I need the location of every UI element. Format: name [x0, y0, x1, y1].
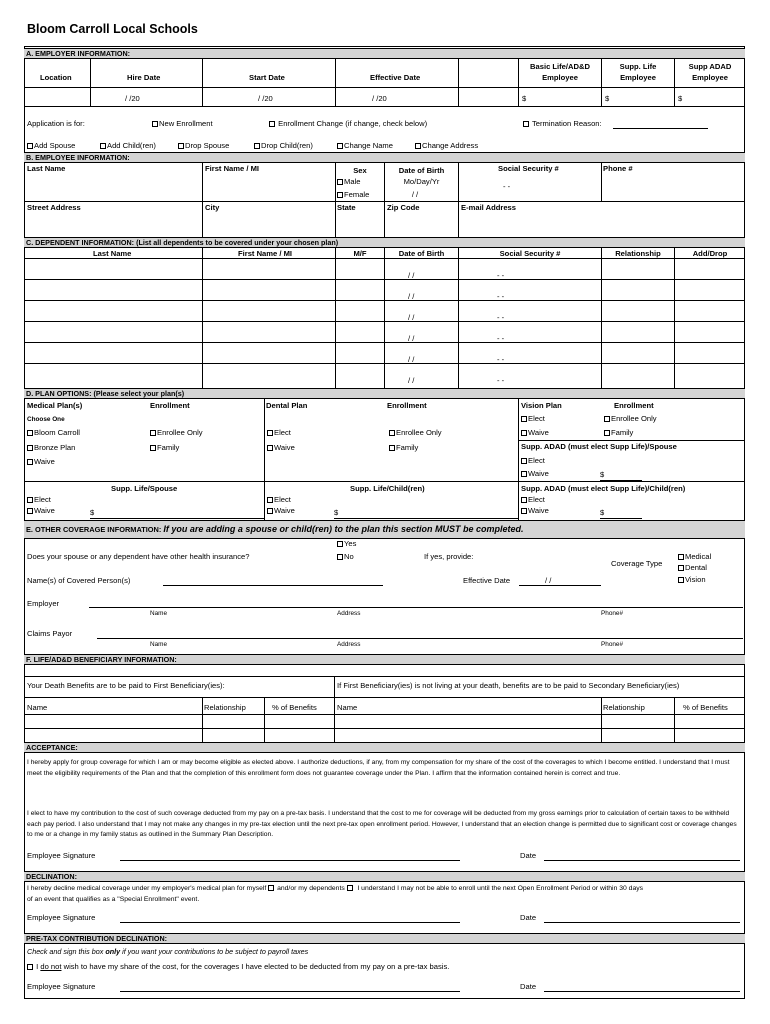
opt-adad-spouse-waive[interactable]: Waive: [521, 470, 549, 478]
pretax-decline-option[interactable]: I do not wish to have my share of the cost, for the coverages I have elected to be deducted from my pay on a pre-tax basis.: [27, 963, 449, 971]
pretax-signature-field[interactable]: [120, 991, 460, 992]
checkbox-icon[interactable]: [150, 445, 156, 451]
ben1-pct-col: % of Benefits: [272, 703, 317, 712]
dep-ssn-field[interactable]: - -: [497, 376, 505, 385]
eff-date-field[interactable]: / /: [545, 576, 552, 585]
dep-col-rel: Relationship: [615, 249, 661, 258]
ben1-rel-col: Relationship: [204, 703, 246, 712]
ben2-rel-col: Relationship: [603, 703, 645, 712]
if-yes-label: If yes, provide:: [424, 552, 474, 561]
opt-new-enrollment[interactable]: New Enrollment: [152, 120, 213, 128]
checkbox-icon[interactable]: [152, 121, 158, 127]
vision-plan-label: Vision Plan: [521, 401, 562, 410]
dep-ssn-field[interactable]: - -: [497, 355, 505, 364]
checkbox-icon[interactable]: [27, 430, 33, 436]
dep-col-ssn: Social Security #: [499, 249, 561, 258]
opt-cov-dental[interactable]: Dental: [678, 564, 707, 572]
checkbox-icon[interactable]: [27, 508, 33, 514]
dep-dob-field[interactable]: / /: [408, 313, 415, 322]
dep-dob-field[interactable]: / /: [408, 271, 415, 280]
opt-termination[interactable]: Termination Reason:: [523, 120, 602, 128]
section-c-header: C. DEPENDENT INFORMATION: (List all dependents to be covered under your chosen plan): [24, 237, 745, 248]
pretax-sig-label: Employee Signature: [27, 982, 96, 991]
opt-bloom-carroll[interactable]: Bloom Carroll: [27, 429, 80, 437]
checkbox-icon[interactable]: [678, 554, 684, 560]
opt-adad-child-waive[interactable]: Waive: [521, 507, 549, 515]
checkbox-icon[interactable]: [27, 497, 33, 503]
label-ssn: Social Security #: [498, 164, 559, 173]
label-sex: Sex: [353, 166, 367, 175]
checkbox-icon[interactable]: [389, 430, 395, 436]
adad-child-label: Supp. ADAD (must elect Supp Life)/Child(ren): [521, 484, 686, 493]
checkbox-icon[interactable]: [521, 430, 527, 436]
checkbox-icon[interactable]: [521, 508, 527, 514]
opt-vision-waive[interactable]: Waive: [521, 429, 549, 437]
checkbox-icon[interactable]: [678, 565, 684, 571]
checkbox-icon[interactable]: [269, 121, 275, 127]
adad-spouse-amount[interactable]: $: [600, 470, 605, 479]
dep-col-mf: M/F: [353, 249, 367, 258]
col-supp-life: Supp. Life: [619, 62, 657, 71]
checkbox-icon[interactable]: [267, 430, 273, 436]
opt-change-name[interactable]: Change Name: [337, 142, 393, 150]
declination-header: DECLINATION:: [24, 871, 745, 882]
section-e-header: E. OTHER COVERAGE INFORMATION: If you are adding a spouse or child(ren) to the plan this section MUST be completed.: [24, 520, 745, 539]
opt-add-child[interactable]: Add Child(ren): [100, 142, 156, 150]
opt-vision-elect[interactable]: Elect: [521, 415, 545, 423]
employer-field[interactable]: [89, 607, 743, 608]
checkbox-icon[interactable]: [415, 143, 421, 149]
opt-adad-spouse-elect[interactable]: Elect: [521, 457, 545, 465]
claims-payor-label: Claims Payor: [27, 629, 73, 638]
opt-enrollment-change[interactable]: Enrollment Change (if change, check below): [269, 120, 427, 128]
opt-other-ins-yes[interactable]: Yes: [337, 540, 356, 548]
opt-dental-family[interactable]: Family: [389, 444, 418, 452]
acceptance-signature-field[interactable]: [120, 860, 460, 861]
section-f-header: F. LIFE/AD&D BENEFICIARY INFORMATION:: [24, 654, 745, 665]
declination-signature-field[interactable]: [120, 922, 460, 923]
label-state: State: [337, 203, 356, 212]
acceptance-header: ACCEPTANCE:: [24, 742, 745, 753]
opt-add-spouse[interactable]: Add Spouse: [27, 142, 75, 150]
decline-dependents-checkbox[interactable]: [347, 885, 353, 891]
opt-vision-enrollee-only[interactable]: Enrollee Only: [604, 415, 657, 423]
vision-enrollment-label: Enrollment: [614, 401, 654, 410]
opt-bronze-plan[interactable]: Bronze Plan: [27, 444, 75, 452]
start-date-field[interactable]: / /20: [258, 94, 273, 103]
dep-dob-field[interactable]: / /: [408, 334, 415, 343]
col-supp-adad: Supp ADAD: [688, 62, 732, 71]
medical-enrollment-label: Enrollment: [150, 401, 190, 410]
checkbox-icon[interactable]: [27, 459, 33, 465]
checkbox-icon[interactable]: [521, 471, 527, 477]
opt-supp-spouse-elect[interactable]: Elect: [27, 496, 51, 504]
checkbox-icon[interactable]: [178, 143, 184, 149]
dep-ssn-field[interactable]: - -: [497, 334, 505, 343]
covered-persons-field[interactable]: [163, 585, 383, 586]
adad-child-amount[interactable]: $: [600, 508, 605, 517]
label-first-name: First Name / MI: [205, 164, 260, 173]
section-b-header: B. EMPLOYEE INFORMATION:: [24, 152, 745, 163]
opt-dental-enrollee-only[interactable]: Enrollee Only: [389, 429, 442, 437]
checkbox-icon[interactable]: [678, 577, 684, 583]
acceptance-date-label: Date: [520, 851, 537, 860]
eff-date-label: Effective Date: [463, 576, 511, 585]
employer-label: Employer: [27, 599, 60, 608]
checkbox-icon[interactable]: [604, 430, 610, 436]
opt-vision-family[interactable]: Family: [604, 429, 633, 437]
checkbox-icon[interactable]: [521, 497, 527, 503]
checkbox-icon[interactable]: [337, 143, 343, 149]
pretax-date-field[interactable]: [544, 991, 740, 992]
label-email: E-mail Address: [461, 203, 517, 212]
checkbox-icon[interactable]: [604, 416, 610, 422]
section-d-header: D. PLAN OPTIONS: (Please select your plan(s): [24, 388, 745, 399]
pretax-instruction: Check and sign this box only if you want your contributions to be subject to payroll taxes: [27, 947, 309, 956]
col-hire-date: Hire Date: [127, 73, 161, 82]
supp-life-spouse-label: Supp. Life/Spouse: [111, 484, 178, 493]
checkbox-icon[interactable]: [337, 541, 343, 547]
checkbox-icon[interactable]: [523, 121, 529, 127]
acceptance-paragraph-1: I hereby apply for group coverage for which I am or may become eligible as elected above. I authorize deductions, if any, from my compensation for my share of the cost of the coverages to which I become entitled. I understand that I must meet the eligibility requirements of the Plan and that the completion of this enrollment form does not guarantee coverage under the Plan. I affirm that the information contained herein is correct and true.: [27, 759, 730, 777]
opt-dental-elect[interactable]: Elect: [267, 429, 291, 437]
dental-enrollment-label: Enrollment: [387, 401, 427, 410]
opt-medical-waive[interactable]: Waive: [27, 458, 55, 466]
opt-drop-child[interactable]: Drop Child(ren): [254, 142, 313, 150]
dep-dob-field[interactable]: / /: [408, 376, 415, 385]
checkbox-icon[interactable]: [27, 445, 33, 451]
dep-dob-field[interactable]: / /: [408, 292, 415, 301]
checkbox-icon[interactable]: [267, 445, 273, 451]
opt-change-address[interactable]: Change Address: [415, 142, 478, 150]
label-phone: Phone #: [603, 164, 633, 173]
ben1-name-col: Name: [27, 703, 48, 712]
application-label: Application is for:: [27, 119, 85, 128]
acceptance-paragraph-2: I elect to have my contribution to the cost of such coverage deducted from my pay on a pre-tax basis. I understand that the cost to me for coverage will be deducted from my gross earnings prior to calculation of certain taxes to be withheld each pay period. I also understand that I may not make any changes in my pre-tax election until the next pre-tax open enrollment period. However, I understand that an election change is permitted due to significant cost or coverage changes to me or a change in my family status as outlined in the Summary Plan Description.: [27, 810, 737, 838]
label-dob: Date of Birth: [398, 166, 445, 175]
claims-payor-field[interactable]: [97, 638, 743, 639]
pretax-date-label: Date: [520, 982, 537, 991]
ben2-pct-col: % of Benefits: [683, 703, 728, 712]
opt-male[interactable]: Male: [337, 178, 360, 186]
declination-sig-label: Employee Signature: [27, 913, 96, 922]
supp-adad-amount[interactable]: $: [678, 94, 683, 103]
supp-spouse-amount[interactable]: $: [90, 508, 95, 517]
declination-date-label: Date: [520, 913, 537, 922]
pretax-header: PRE-TAX CONTRIBUTION DECLINATION:: [24, 933, 745, 944]
opt-drop-spouse[interactable]: Drop Spouse: [178, 142, 229, 150]
supp-life-amount[interactable]: $: [605, 94, 610, 103]
checkbox-icon[interactable]: [337, 192, 343, 198]
dep-col-add-drop: Add/Drop: [692, 249, 728, 258]
decline-self-checkbox[interactable]: [268, 885, 274, 891]
opt-female[interactable]: Female: [337, 191, 369, 199]
basic-life-amount[interactable]: $: [522, 94, 527, 103]
dep-col-dob: Date of Birth: [398, 249, 445, 258]
dob-field[interactable]: / /: [411, 190, 419, 199]
dep-col-first: First Name / MI: [238, 249, 293, 258]
col-location: Location: [40, 73, 72, 82]
opt-supp-child-elect[interactable]: Elect: [267, 496, 291, 504]
col-start-date: Start Date: [249, 73, 285, 82]
opt-cov-medical[interactable]: Medical: [678, 553, 711, 561]
medical-plan-label: Medical Plan(s): [27, 401, 83, 410]
acceptance-date-field[interactable]: [544, 860, 740, 861]
opt-dental-waive[interactable]: Waive: [267, 444, 295, 452]
label-zip: Zip Code: [387, 203, 420, 212]
dep-dob-field[interactable]: / /: [408, 355, 415, 364]
checkbox-icon[interactable]: [150, 430, 156, 436]
checkbox-icon[interactable]: [254, 143, 260, 149]
checkbox-icon[interactable]: [337, 179, 343, 185]
col-effective-date: Effective Date: [370, 73, 421, 82]
declination-line-1: I hereby decline medical coverage under my employer's medical plan for myself and/or my dependents I understand I may not be able to enroll until the next Open Enrollment Period or within 30 days: [27, 885, 644, 892]
declination-date-field[interactable]: [544, 922, 740, 923]
first-beneficiary-label: Your Death Benefits are to be paid to First Beneficiary(ies):: [27, 681, 225, 690]
effective-date-field[interactable]: / /20: [372, 94, 387, 103]
supp-life-child-label: Supp. Life/Child(ren): [350, 484, 425, 493]
dep-ssn-field[interactable]: - -: [497, 292, 505, 301]
checkbox-icon[interactable]: [389, 445, 395, 451]
checkbox-icon[interactable]: [521, 416, 527, 422]
opt-other-ins-no[interactable]: No: [337, 553, 354, 561]
dep-ssn-field[interactable]: - -: [497, 271, 505, 280]
checkbox-icon[interactable]: [100, 143, 106, 149]
checkbox-icon[interactable]: [27, 964, 33, 970]
label-street: Street Address: [27, 203, 81, 212]
label-city: City: [205, 203, 220, 212]
opt-cov-vision[interactable]: Vision: [678, 576, 706, 584]
dep-ssn-field[interactable]: - -: [497, 313, 505, 322]
checkbox-icon[interactable]: [267, 497, 273, 503]
col-basic-life: Basic Life/AD&D: [530, 62, 590, 71]
checkbox-icon[interactable]: [267, 508, 273, 514]
opt-medical-family[interactable]: Family: [150, 444, 179, 452]
checkbox-icon[interactable]: [337, 554, 343, 560]
other-ins-question: Does your spouse or any dependent have other health insurance?: [27, 552, 250, 561]
label-last-name: Last Name: [27, 164, 66, 173]
supp-child-amount[interactable]: $: [334, 508, 339, 517]
checkbox-icon[interactable]: [27, 143, 33, 149]
dep-col-last: Last Name: [93, 249, 132, 258]
ben2-name-col: Name: [337, 703, 358, 712]
section-a-header: A. EMPLOYER INFORMATION:: [24, 48, 745, 59]
hire-date-field[interactable]: / /20: [125, 94, 140, 103]
acceptance-sig-label: Employee Signature: [27, 851, 96, 860]
coverage-type-label: Coverage Type: [611, 559, 663, 568]
second-beneficiary-label: If First Beneficiary(ies) is not living at your death, benefits are to be paid to Secondary Beneficiary(ies): [337, 681, 680, 690]
adad-spouse-label: Supp. ADAD (must elect Supp Life)/Spouse: [521, 442, 677, 451]
opt-medical-enrollee-only[interactable]: Enrollee Only: [150, 429, 203, 437]
checkbox-icon[interactable]: [521, 458, 527, 464]
opt-supp-child-waive[interactable]: Waive: [267, 507, 295, 515]
declination-line-2: of an event that qualifies as a "Special Enrollment" event.: [27, 896, 200, 903]
opt-adad-child-elect[interactable]: Elect: [521, 496, 545, 504]
ssn-field[interactable]: - -: [503, 182, 511, 191]
choose-one-label: Choose One: [27, 416, 65, 423]
covered-persons-label: Name(s) of Covered Person(s): [27, 576, 131, 585]
opt-supp-spouse-waive[interactable]: Waive: [27, 507, 55, 515]
page-title: Bloom Carroll Local Schools: [27, 22, 198, 36]
dental-plan-label: Dental Plan: [266, 401, 308, 410]
